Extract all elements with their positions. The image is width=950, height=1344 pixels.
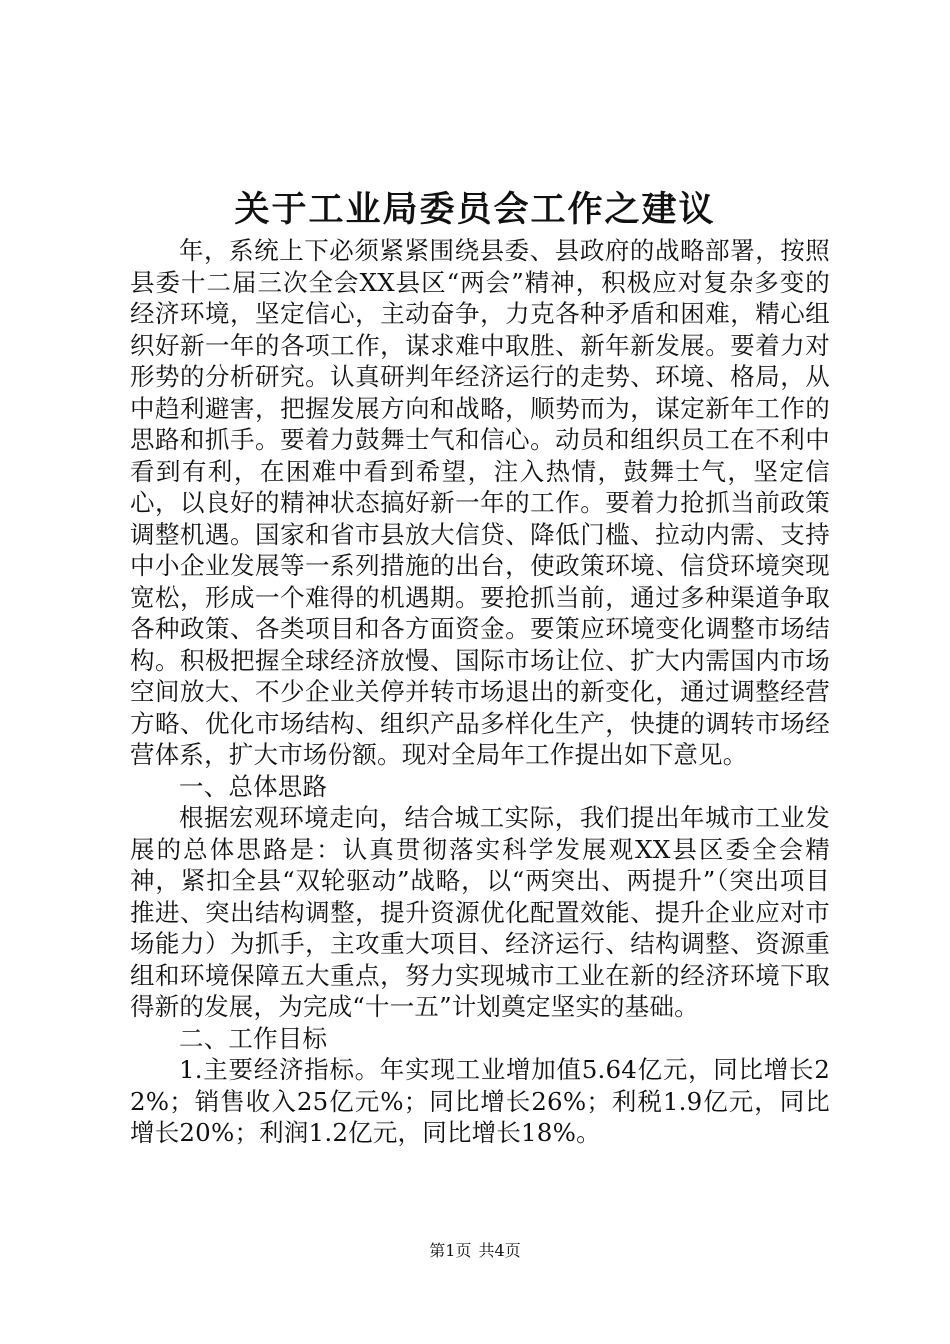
section-heading-overall-approach: 一、总体思路 xyxy=(179,771,328,801)
page-number: 第1页 xyxy=(429,1241,472,1260)
overall-approach-paragraph: 根据宏观环境走向，结合城工实际，我们提出年城市工业发展的总体思路是：认真贯彻落实科学发展观XX县区委全会精神，紧扣全县“双轮驱动”战略，以“两突出、两提升”（突出项目推进、突出结构调整，提升资源优化配置效能、提升企业应对市场能力）为抓手，主攻重大项目、经济运行、结构调整、资源重组和环境保障五大重点，努力实现城市工业在新的经济环境下取得新的发展，为完成“十一五”计划奠定坚实的基础。 xyxy=(130,803,830,1021)
intro-paragraph: 年，系统上下必须紧紧围绕县委、县政府的战略部署，按照县委十二届三次全会XX县区“两会”精神，积极应对复杂多变的经济环境，坚定信心，主动奋争，力克各种矛盾和困难，精心组织好新一年的各项工作，谋求难中取胜、新年新发展。要着力对形势的分析研究。认真研判年经济运行的走势、环境、格局，从中趋利避害，把握发展方向和战略，顺势而为，谋定新年工作的思路和抓手。要着力鼓舞士气和信心。动员和组织员工在不利中看到有利，在困难中看到希望，注入热情，鼓舞士气，坚定信心，以良好的精神状态搞好新一年的工作。要着力抢抓当前政策调整机遇。国家和省市县放大信贷、降低门槛、拉动内需、支持中小企业发展等一系列措施的出台，使政策环境、信贷环境突现宽松，形成一个难得的机遇期。要抢抓当前，通过多种渠道争取各种政策、各类项目和各方面资金。要策应环境变化调整市场结构。积极把握全球经济放慢、国际市场让位、扩大内需国内市场空间放大、不少企业关停并转市场退出的新变化，通过调整经营方略、优化市场结构、组织产品多样化生产，快捷的调转市场经营体系，扩大市场份额。现对全局年工作提出如下意见。 xyxy=(130,236,830,769)
economic-indicators-paragraph: 1.主要经济指标。年实现工业增加值5.64亿元，同比增长22%；销售收入25亿元%；同比增长26%；利税1.9亿元，同比增长20%；利润1.2亿元，同比增长18%。 xyxy=(130,1055,830,1147)
page-footer xyxy=(0,1240,950,1262)
page-total: 共4页 xyxy=(478,1241,521,1260)
document-title: 关于工业局委员会工作之建议 xyxy=(234,189,716,230)
document-body xyxy=(130,235,830,1149)
section-heading-work-goals: 二、工作目标 xyxy=(179,1023,328,1053)
